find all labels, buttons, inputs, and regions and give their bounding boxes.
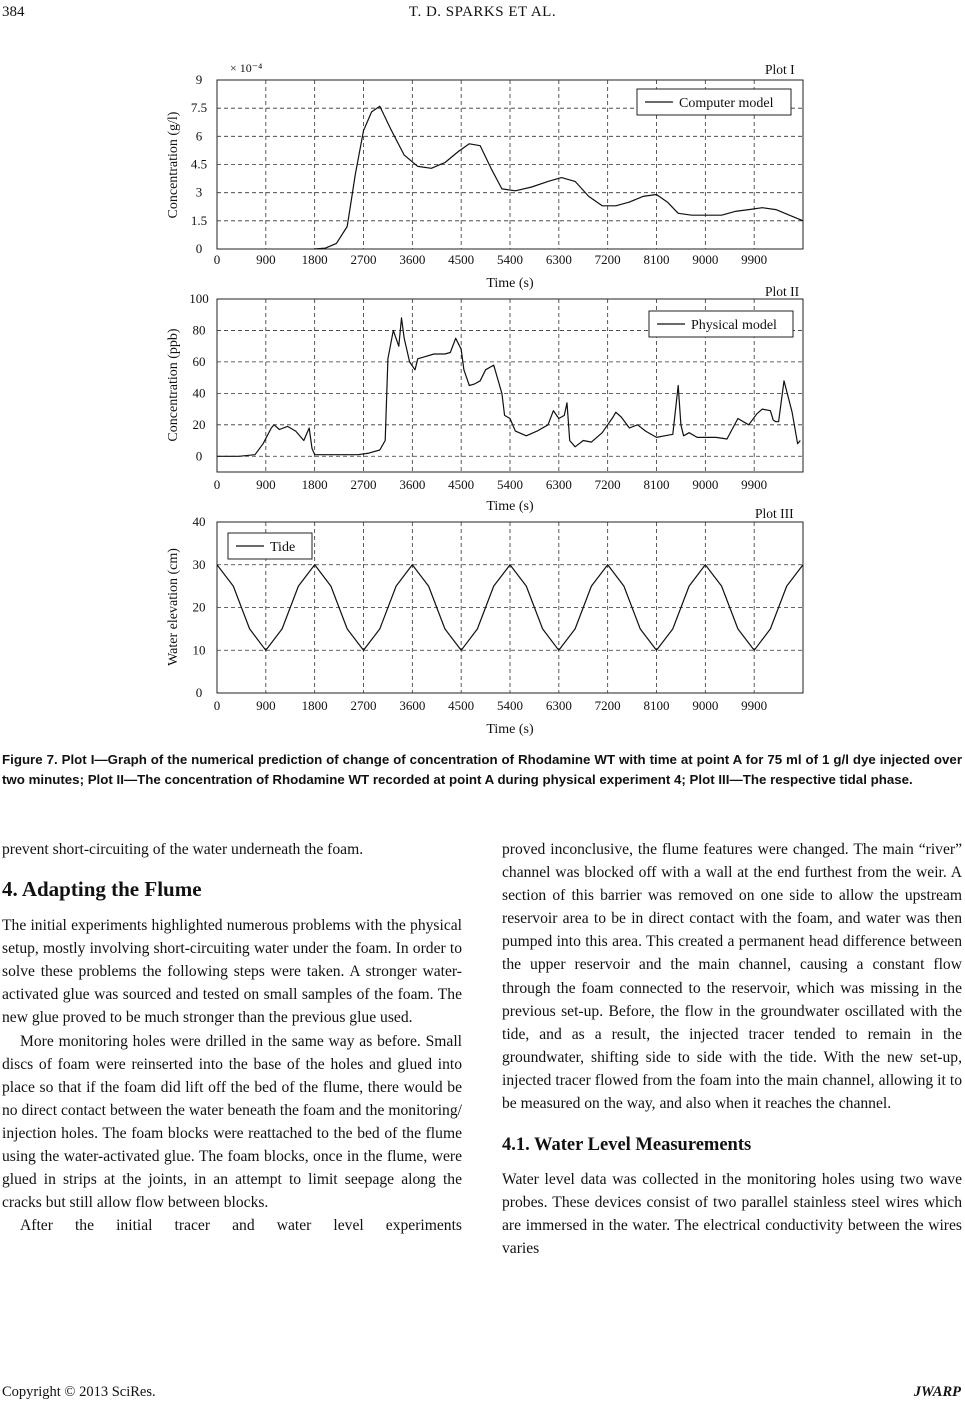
x-tick-label: 6300 (545, 252, 572, 267)
figure-caption: Figure 7. Plot I—Graph of the numerical prediction of change of concentration of Rhodamine WT with time at point A for 75 ml of 1 g/l dye injected over two minutes; Plot II—The concentration of Rhodamine WT recorded at point A during physical experiment 4; Plot III—The respective tidal phase. (2, 752, 962, 787)
y-tick-label: 0 (195, 685, 203, 700)
x-tick-label: 2700 (350, 477, 377, 492)
y-tick-label: 20 (192, 416, 206, 432)
y-tick-label: 40 (192, 514, 206, 529)
y-tick-label: 100 (189, 291, 209, 306)
x-tick-label: 1800 (301, 698, 328, 713)
copyright-notice: Copyright © 2013 SciRes. (2, 1384, 156, 1400)
page-number: 384 (2, 4, 25, 20)
x-tick-label: 7200 (594, 477, 621, 492)
x-tick-label: 5400 (497, 252, 523, 267)
y-axis-label: Concentration (g/l) (166, 111, 181, 219)
y-tick-label: 1.5 (190, 212, 208, 228)
x-tick-label: 2700 (350, 698, 377, 713)
x-tick-label: 6300 (545, 698, 572, 713)
x-tick-label: 8100 (643, 698, 670, 713)
x-tick-label: 9000 (692, 477, 719, 492)
right-paragraph-1: proved inconclusive, the flume features were changed. The main “river” channel was blocked off with a wall at the end furthest from the weir. A section of this barrier was removed on one side to allow the upstream reservoir area to be in direct contact with the foam, and water was then pumped into this area. This created a permanent head difference between the upper reservoir and the main channel, causing a constant flow through the foam connected to the reservoir, which was missing in the previous set-up. Before, the flow in the groundwater oscillated with the tide, and as a result, the injected tracer tended to remain in the groundwater, shifting side to side with the tide. With the new set-up, injected tracer flowed from the foam into the main channel, allowing it to be measured on the way, and also when it reaches the channel. (502, 841, 962, 1113)
subsection-heading: 4.1. Water Level Measurements (502, 1135, 752, 1156)
x-tick-label: 9900 (741, 252, 768, 267)
left-paragraph-0: prevent short-circuiting of the water underneath the foam. (2, 841, 364, 858)
x-tick-label: 4500 (448, 698, 475, 713)
y-tick-label: 40 (192, 385, 206, 401)
x-tick-label: 5400 (497, 477, 523, 492)
x-tick-label: 4500 (448, 477, 475, 492)
y-tick-label: 10 (192, 642, 206, 658)
x-tick-label: 9900 (741, 477, 768, 492)
x-tick-label: 8100 (643, 252, 670, 267)
x-tick-label: 5400 (497, 698, 523, 713)
legend-entry: Computer model (679, 96, 774, 111)
x-tick-label: 2700 (350, 252, 377, 267)
figure-svg (155, 52, 815, 742)
left-column (2, 838, 462, 1237)
y-tick-label: 9 (195, 72, 203, 87)
x-tick-label: 7200 (594, 252, 621, 267)
right-paragraph-2: Water level data was collected in the monitoring holes using two wave probes. These devices consist of two parallel stainless steel wires which are immersed in the water. The electrical conductivity between the wires varies (502, 1171, 962, 1258)
right-column (502, 838, 962, 1261)
legend (649, 311, 793, 337)
y-tick-label: 3 (195, 184, 203, 200)
legend (228, 533, 312, 559)
y-tick-label: 0 (195, 241, 203, 256)
x-tick-label: 900 (256, 698, 276, 713)
x-tick-label: 4500 (448, 252, 475, 267)
y-axis-label: Water elevation (cm) (166, 548, 181, 666)
x-tick-label: 900 (256, 477, 276, 492)
chart-panel-2 (166, 284, 803, 514)
x-tick-label: 7200 (594, 698, 621, 713)
running-title: T. D. SPARKS ET AL. (408, 4, 557, 20)
x-tick-label: 3600 (399, 477, 426, 492)
y-tick-label: 7.5 (190, 100, 208, 116)
legend (637, 89, 791, 115)
legend-entry: Physical model (691, 318, 777, 333)
y-tick-label: 6 (195, 128, 203, 144)
y-multiplier-label: × 10⁻⁴ (230, 61, 263, 75)
chart-panel-1 (166, 61, 803, 291)
journal-name: JWARP (913, 1384, 961, 1400)
left-paragraph-2: More monitoring holes were drilled in the same way as before. Small discs of foam were reinserted into the base of the holes and glued into place so that if the foam did lift off the bed of the flume, there would be no direct contact between the water beneath the foam and the monitoring/ injection holes. The foam blocks were reattached to the bed of the flume using the water-activated glue. The foam blocks, once in the flume, were glued in strips at the joints, in an attempt to limit seepage along the cracks but still allow flow between blocks. (2, 1032, 462, 1212)
y-tick-label: 60 (192, 353, 206, 369)
y-tick-label: 80 (192, 322, 206, 338)
x-tick-label: 9000 (692, 252, 719, 267)
chart-panel-3 (166, 506, 803, 737)
y-tick-label: 20 (192, 599, 206, 615)
x-axis-label: Time (s) (486, 499, 534, 514)
series-line-physical-model (217, 318, 800, 456)
x-tick-label: 0 (213, 252, 221, 267)
left-paragraph-3: After the initial tracer and water level experiments (20, 1217, 462, 1235)
x-tick-label: 9900 (741, 698, 768, 713)
y-tick-label: 30 (192, 556, 206, 572)
left-paragraph-1: The initial experiments highlighted numerous problems with the physical setup, mostly involving short-circuiting water under the foam. In order to solve these problems the following steps were taken. A stronger water-activated glue was sourced and tested on small samples of the foam. The new glue proved to be much stronger than the previous glue used. (2, 917, 462, 1027)
x-axis-label: Time (s) (486, 276, 534, 291)
x-tick-label: 900 (256, 252, 276, 267)
x-tick-label: 3600 (399, 698, 426, 713)
x-tick-label: 8100 (643, 477, 670, 492)
plot-title: Plot II (765, 284, 800, 299)
section-heading: 4. Adapting the Flume (2, 877, 202, 902)
x-axis-label: Time (s) (486, 722, 534, 737)
x-tick-label: 0 (213, 477, 221, 492)
y-tick-label: 4.5 (190, 156, 208, 172)
x-tick-label: 6300 (545, 477, 572, 492)
x-tick-label: 3600 (399, 252, 426, 267)
legend-entry: Tide (270, 540, 296, 555)
x-tick-label: 9000 (692, 698, 719, 713)
figure-7 (155, 52, 815, 742)
plot-title: Plot III (755, 506, 794, 521)
plot-title: Plot I (765, 62, 795, 77)
y-axis-label: Concentration (ppb) (166, 328, 181, 442)
x-tick-label: 1800 (301, 252, 328, 267)
x-tick-label: 1800 (301, 477, 328, 492)
y-tick-label: 0 (195, 448, 203, 464)
x-tick-label: 0 (213, 698, 221, 713)
